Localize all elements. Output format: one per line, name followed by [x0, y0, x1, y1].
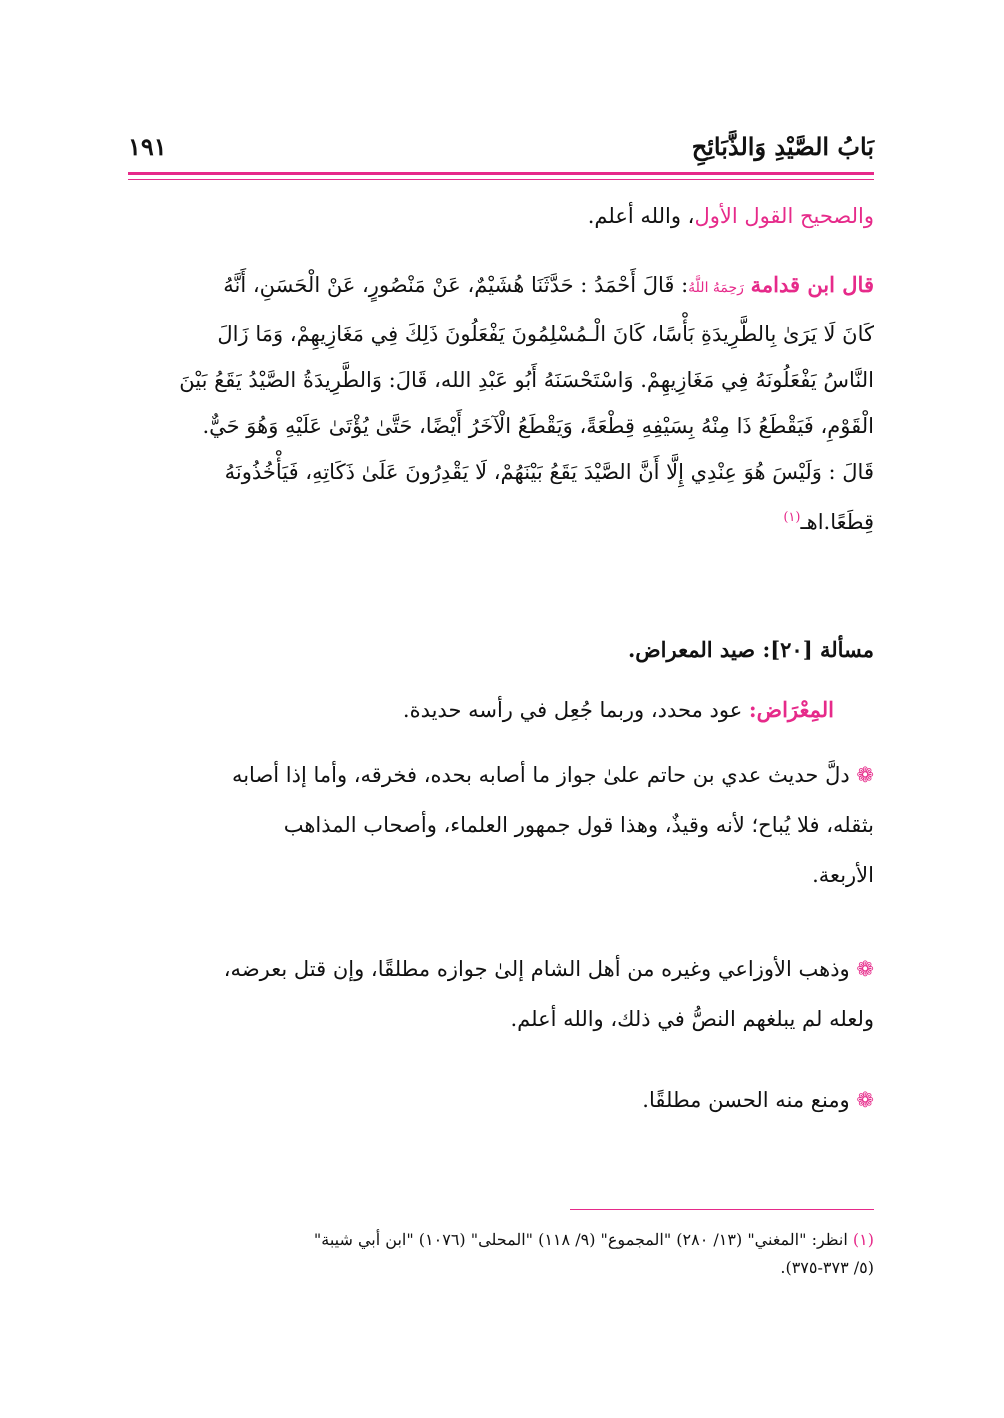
- point-1-line-3: الأربعة.: [812, 863, 874, 887]
- quote-line-3: النَّاسُ يَفْعَلُونَهُ فِي مَغَازِيهِمْ. وَاسْتَحْسَنَهُ أَبُو عَبْدِ الله، قَالَ: وَالطَّرِيدَةُ الصَّيْدُ يَقَعُ بَيْنَ: [179, 368, 874, 392]
- definition: [128, 690, 874, 730]
- paragraph-conclusion: [128, 196, 874, 236]
- quote-honorific: رَحِمَهُ اللَّهُ: [688, 280, 744, 296]
- footnote-divider: [570, 1209, 874, 1210]
- point-3-text-1: ومنع منه الحسن مطلقًا.: [642, 1088, 850, 1112]
- flower-bullet-icon: ❁: [856, 957, 874, 981]
- point-1-line-1: [128, 750, 874, 800]
- definition-text: عود محدد، وربما جُعِل في رأسه حديدة.: [402, 698, 743, 722]
- point-3: [128, 1080, 874, 1120]
- flower-bullet-icon: ❁: [856, 1088, 874, 1112]
- footnote-number: (١): [852, 1230, 874, 1249]
- footnote: [128, 1226, 874, 1282]
- definition-term: المِعْرَاض:: [748, 697, 834, 722]
- page-header: [128, 132, 874, 174]
- quote-line-2: كَانَ لَا يَرَىٰ بِالطَّرِيدَةِ بَأْسًا، كَانَ الْـمُسْلِمُونَ يَفْعَلُونَ ذَلِكَ فِي مَغَازِيهِمْ، وَمَا زَالَ: [217, 322, 874, 346]
- quote-line-6-text: قِطَعًا.اهـ: [800, 510, 874, 534]
- quote-line-1: [128, 262, 874, 311]
- footnote-text-1: انظر: "المغني" (١٣/ ٢٨٠) "المجموع" (٩/ ١١٨) "المحلى" (١٠٧٦) "ابن أبي شيبة": [313, 1230, 848, 1249]
- point-2: [128, 944, 874, 1044]
- quote-block: [128, 262, 874, 545]
- issue-label: مسألة [٢٠]:: [762, 637, 874, 662]
- footnote-line-2: (٥/ ٣٧٣-٣٧٥).: [780, 1258, 874, 1277]
- header-rule-thin: [128, 179, 874, 180]
- conclusion-highlight: والصحيح القول الأول: [694, 204, 874, 228]
- footnote-reference[interactable]: (١): [783, 510, 801, 525]
- quote-line-1-text: : قَالَ أَحْمَدُ : حَدَّثَنَا هُشَيْمٌ، عَنْ مَنْصُورٍ، عَنْ الْحَسَنِ، أَنَّهُ: [223, 273, 689, 297]
- conclusion-rest: ، والله أعلم.: [587, 204, 695, 228]
- footnote-line-1: [128, 1226, 874, 1254]
- flower-bullet-icon: ❁: [856, 763, 874, 787]
- issue-heading: [128, 630, 874, 670]
- point-2-line-1: [128, 944, 874, 994]
- point-2-text-1: وذهب الأوزاعي وغيره من أهل الشام إلىٰ جوازه مطلقًا، وإن قتل بعرضه،: [223, 957, 850, 981]
- point-1-line-2: بثقله، فلا يُباح؛ لأنه وقيذٌ، وهذا قول جمهور العلماء، وأصحاب المذاهب: [283, 813, 874, 837]
- point-2-line-2: ولعله لم يبلغهم النصُّ في ذلك، والله أعلم.: [510, 1007, 874, 1031]
- running-title: بَابُ الصَّيْدِ وَالذَّبَائِحِ: [691, 132, 874, 161]
- quote-attribution: قال ابن قدامة: [750, 272, 874, 297]
- header-rule-thick: [128, 172, 874, 175]
- page-number: ١٩١: [128, 132, 167, 161]
- quote-line-5: قَالَ : وَلَيْسَ هُوَ عِنْدِي إِلَّا أَنَّ الصَّيْدَ يَقَعُ بَيْنَهُمْ، لَا يَقْدِرُونَ عَلَىٰ ذَكَاتِهِ، فَيَأْخُذُونَهُ: [224, 460, 874, 484]
- point-1: [128, 750, 874, 900]
- quote-line-6: [128, 495, 874, 545]
- quote-line-4: الْقَوْمِ، فَيَقْطَعُ ذَا مِنْهُ بِسَيْفِهِ قِطْعَةً، وَيَقْطَعُ الْآخَرُ أَيْضًا، حَتَّىٰ يُؤْتَىٰ عَلَيْهِ وَهُوَ حَيٌّ.: [202, 414, 874, 438]
- point-1-text-1: دلَّ حديث عدي بن حاتم علىٰ جواز ما أصابه بحده، فخرقه، وأما إذا أصابه: [231, 763, 850, 787]
- issue-title: صيد المعراض.: [627, 637, 756, 662]
